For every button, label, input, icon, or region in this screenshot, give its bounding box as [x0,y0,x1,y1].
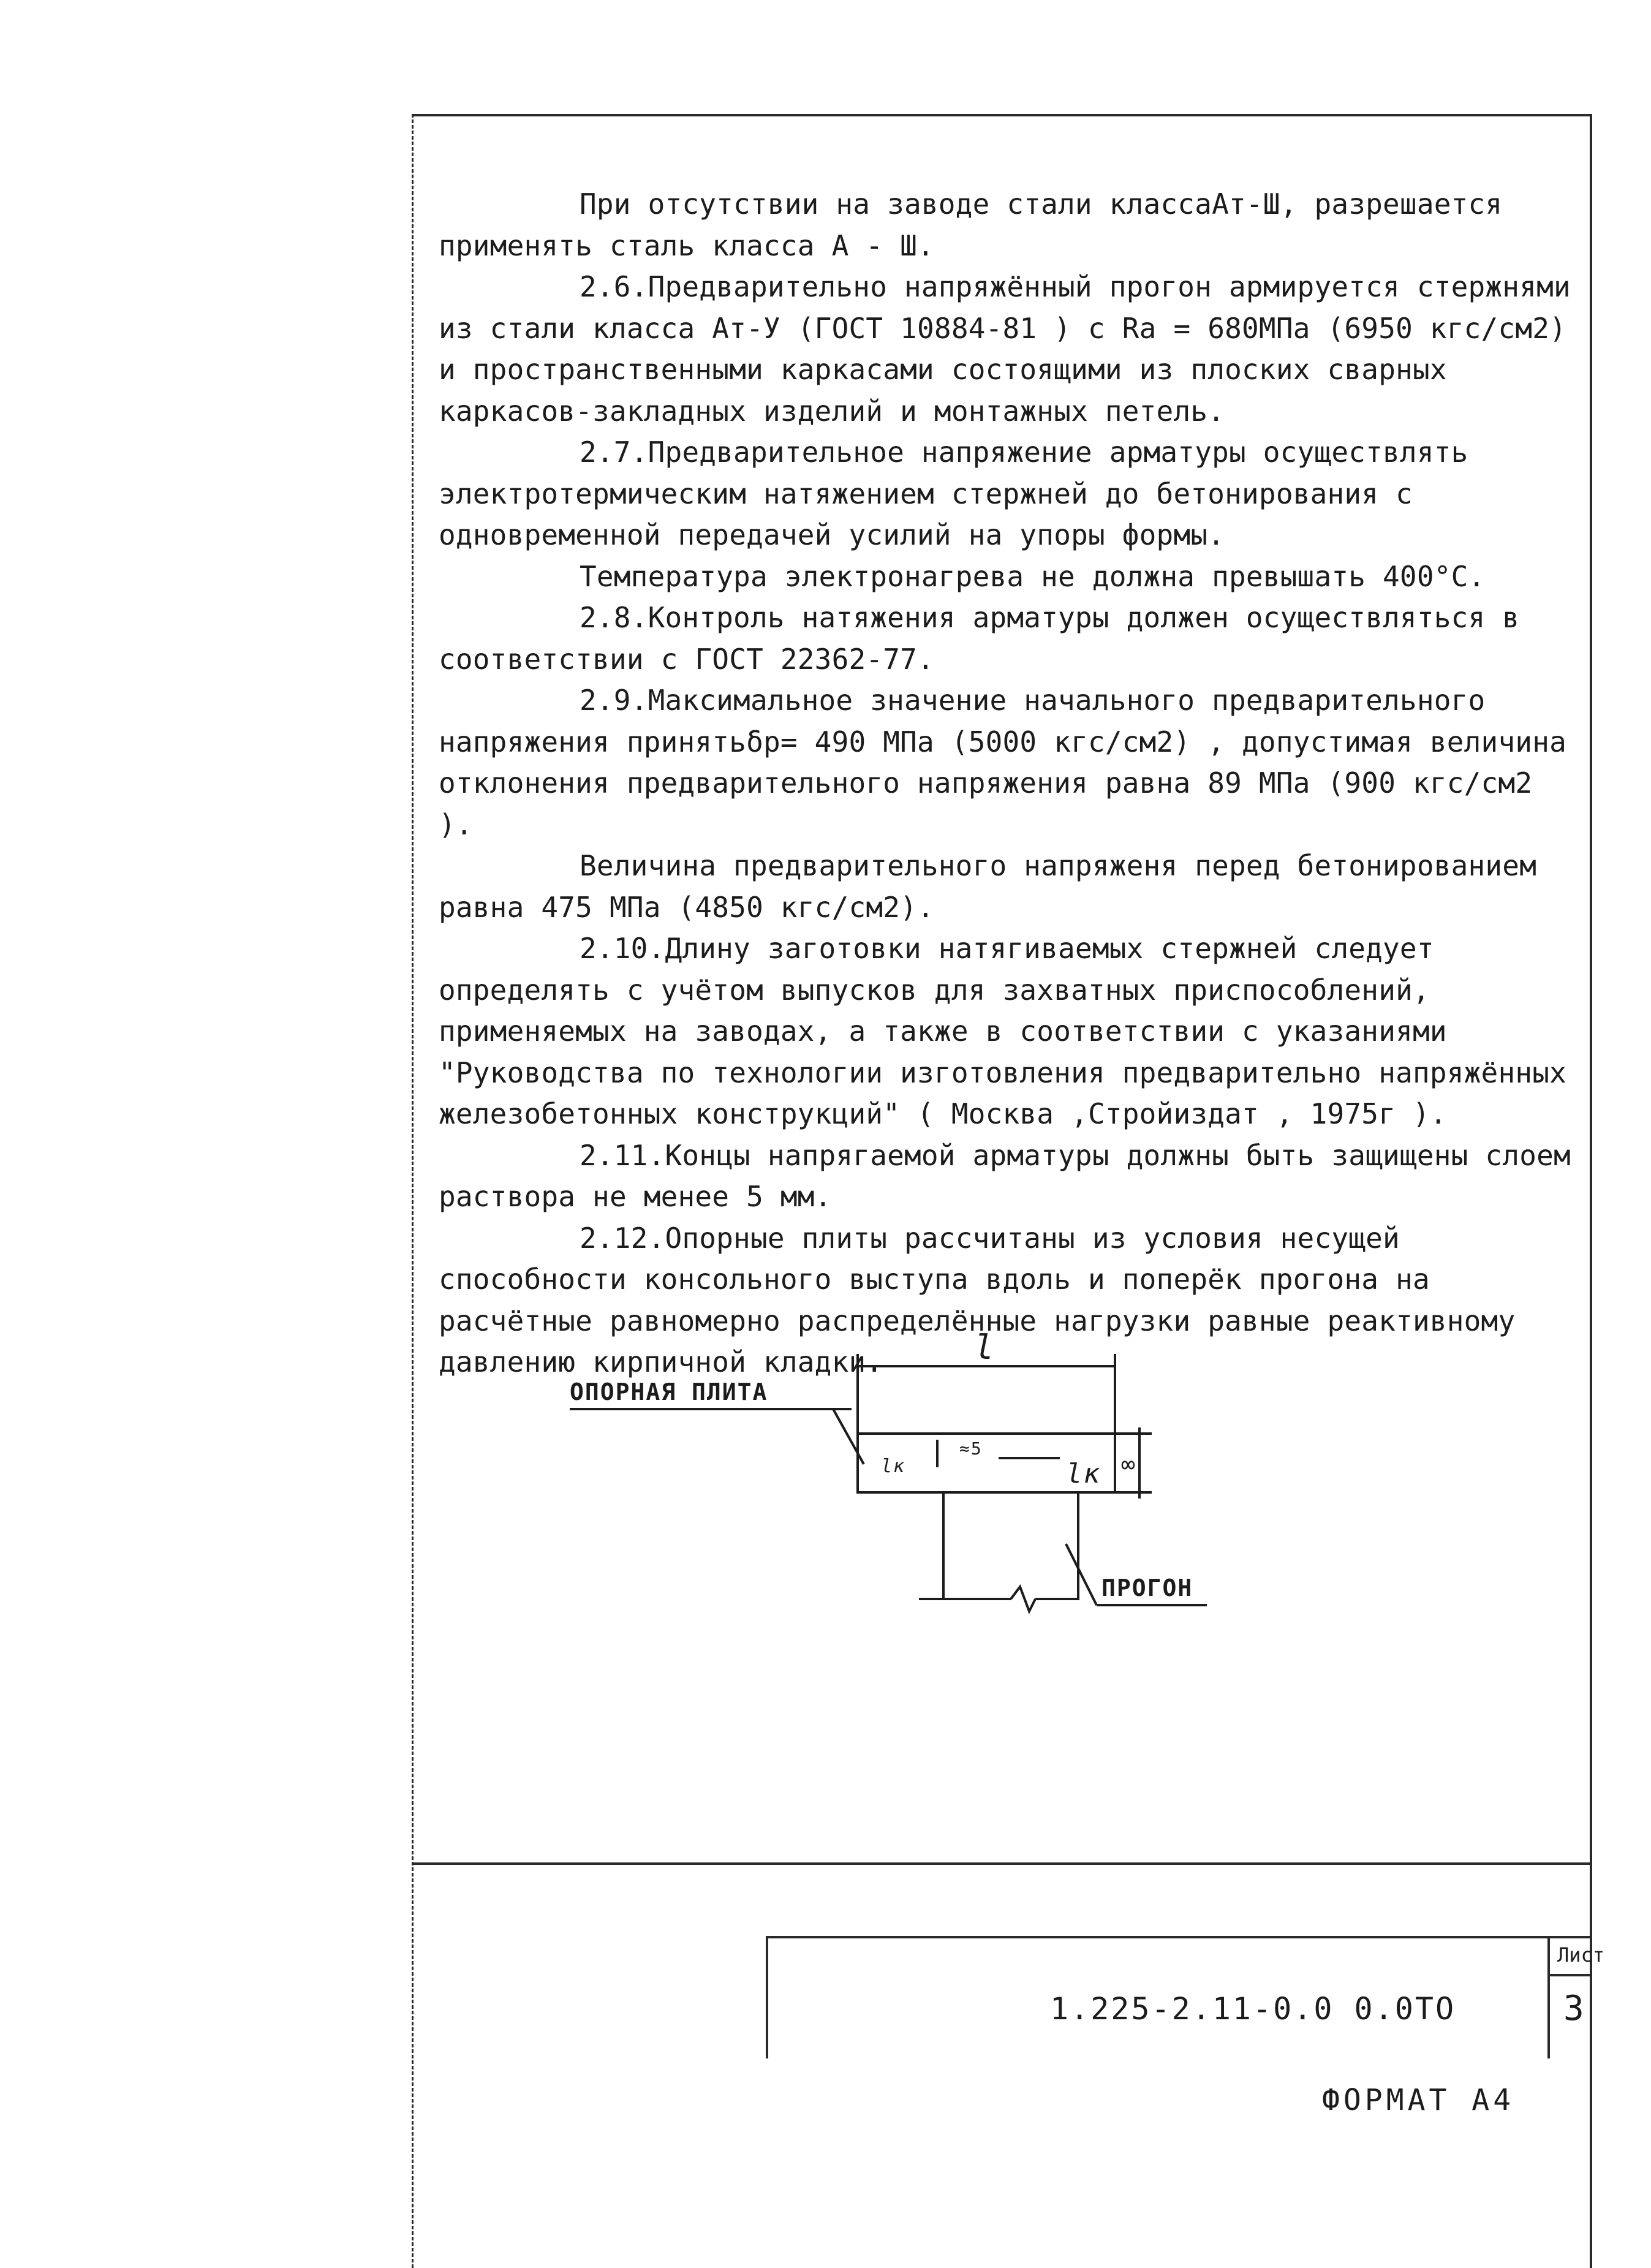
paragraph-2-10: 2.10.Длину заготовки натягиваемых стержней следует определять с учётом выпусков для захватных приспособлений, применяемых на заводах, а также в соответствии с указаниями "Руководства по технологии изготовления предварительно напряжённых железобетонных конструкций" ( Москва ,Стройиздат , 1975г ). [439,932,1567,1130]
plate-leader [833,1409,864,1464]
document-code: 1.225-2.11-0.0 0.0ТО [1050,1991,1456,2027]
paragraph-temperature: Температура электронагрева не должна превышать 400°С. [580,559,1486,593]
purlin-left-edge [943,1492,1011,1599]
dim-lk-label: lк [1066,1458,1101,1489]
title-block-divider [1547,1938,1550,2058]
paragraph-2-7: 2.7.Предварительное напряжение арматуры осуществлять электротермическим натяжением стержней до бетонирования с одновременной передачей усилий на упоры формы. [439,436,1468,551]
support-plate-diagram [545,1317,1219,1660]
sheet-number: 3 [1563,1989,1584,2028]
purlin-right-edge [1035,1492,1078,1599]
frame-bottom-line [412,1862,1590,1865]
purlin-leader [1066,1544,1097,1605]
paragraph-2-12: 2.12.Опорные плиты рассчитаны из условия несущей способности консольного выступа вдоль и поперёк прогона на расчётные равномерно распределённые нагрузки равные реактивному давлению кирпичной кладки. [439,1221,1516,1378]
paragraph-2-6: 2.6.Предварительно напряжённый прогон армируется стержнями из стали класса Ат-У (ГОСТ 10884-81 ) с Ra = 680МПа (6950 кгс/см2) и пространственными каркасами состоящими из плоских сварных каркасов-закладных изделий и монтажных петель. [439,270,1571,428]
body-text [439,184,1572,1383]
dim-lk-left-label: lк [881,1456,906,1477]
sheet-cell-divider [1547,1974,1592,1976]
purlin-label: ПРОГОН [1101,1574,1193,1601]
dim-right-label: ∞ [1121,1451,1136,1478]
paragraph-1: При отсутствии на заводе стали классаАт-Ш, разрешается применять сталь класса А - Ш. [439,187,1503,262]
plate-label: ОПОРНАЯ ПЛИТА [570,1378,768,1405]
paragraph-prestress-value: Величина предварительного напряженя перед бетонированием равна 475 МПа (4850 кгс/см2). [439,849,1537,924]
paragraph-2-8: 2.8.Контроль натяжения арматуры должен осуществляться в соответствии с ГОСТ 22362-77. [439,601,1520,676]
diagram-drawing [545,1317,1219,1660]
title-block [766,1936,1605,2058]
format-note: ФОРМАТ А4 [1322,2083,1515,2117]
dim-l-label: l [974,1328,996,1367]
paragraph-2-9: 2.9.Максимальное значение начального предварительного напряжения принятьδр= 490 МПа (5000 кгс/см2) , допустимая величина отклонения предварительного напряжения равна 89 МПа (900 кгс/см2 ). [439,684,1567,841]
dim-mid-label: ≈5 [959,1438,983,1459]
sheet-label: Лист [1557,1943,1605,1967]
break-symbol [1011,1587,1035,1611]
paragraph-2-11: 2.11.Концы напрягаемой арматуры должны быть защищены слоем раствора не менее 5 мм. [439,1138,1571,1213]
